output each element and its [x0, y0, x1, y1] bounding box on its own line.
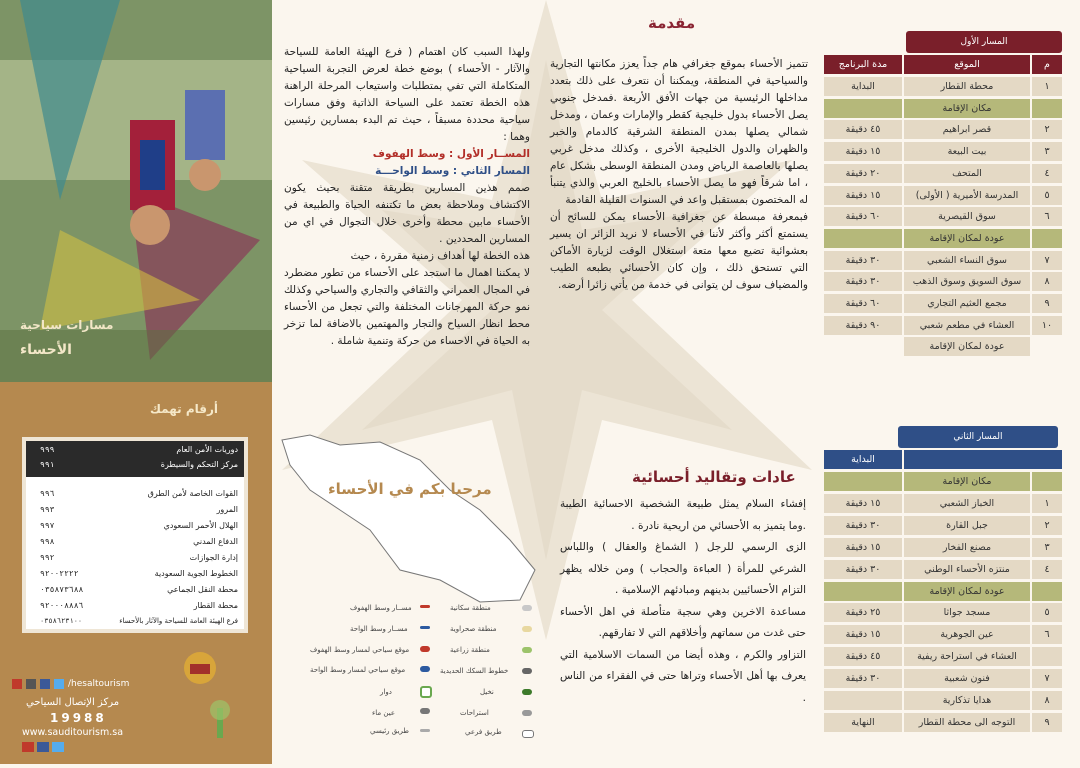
route-row-duration: ١٥ دقيقة — [824, 494, 902, 513]
route-row-site: منتزه الأحساء الوطني — [904, 560, 1030, 579]
route-row-site: التوجه الى محطة القطار — [904, 713, 1030, 732]
route-row-num: ٦ — [1032, 625, 1062, 644]
route-row-duration — [824, 582, 902, 601]
website-link[interactable]: www.sauditourism.sa — [22, 727, 124, 738]
route-row-duration — [824, 691, 902, 710]
legend-label: عين ماء — [372, 709, 396, 717]
route-row-duration: ١٥ دقيقة — [824, 186, 902, 205]
route-row-duration: ٣٠ دقيقة — [824, 669, 902, 688]
route-row-num: ١ — [1032, 494, 1062, 513]
route-row-duration: ٢٠ دقيقة — [824, 164, 902, 183]
legend-swatch — [522, 605, 532, 611]
facebook-icon[interactable] — [40, 679, 50, 689]
route-row-duration: ٢٥ دقيقة — [824, 603, 902, 622]
route-row-num: ٥ — [1032, 603, 1062, 622]
route-row-site: عودة لمكان الإقامة — [904, 582, 1030, 601]
intro-paragraph: صمم هذين المسارين بطريقة متقنة بحيث يكون الاكتشاف وملاحظة بعض ما تكتنفه الحياة والطبيعة في الأحساء مابين محطة وأخرى خلال التجوال في اي من المسارين المحددين . — [284, 182, 530, 245]
customs-item: التزاور والكرم ، وهذه أيضا من السمات الاسلامية التي يعرف بها أهل الأحساء وتراها حتى في الفقراء من الناس . — [560, 648, 806, 704]
route-row-num — [1032, 99, 1062, 118]
route1-col-num: م — [1032, 55, 1062, 74]
route-row-site: مسجد جواثا — [904, 603, 1030, 622]
customs-item: الزى الرسمي للرجل ( الشماغ والعقال ) واللباس الشرعي للمرأة ( العباءة والحجاب ) ومن خلاله يظهر التزام الأحسائيين بدينهم ومبادئهم الإسلامية . — [560, 541, 806, 596]
legend-swatch — [522, 626, 532, 632]
route-row-site: سوق السويق وسوق الذهب — [904, 272, 1030, 291]
route-row-num: ٣ — [1032, 142, 1062, 161]
route-row-num: ٨ — [1032, 691, 1062, 710]
contact-row: محطة النقل الجماعي ٠٣٥٨٧٣٦٨٨ — [40, 585, 238, 594]
contacts-top — [26, 441, 244, 477]
route-row-duration: ٣٠ دقيقة — [824, 251, 902, 270]
route1-col-duration: مدة البرنامج — [824, 55, 902, 74]
contacts-box — [22, 437, 248, 633]
contact-row: مركز التحكم والسيطرة ٩٩١ — [40, 460, 238, 469]
route-row-num — [1032, 229, 1062, 248]
route1-title: المسار الأول — [906, 31, 1062, 53]
route-row-num: ١٠ — [1032, 316, 1062, 335]
route-row-num: ٧ — [1032, 251, 1062, 270]
customs-list — [560, 494, 806, 709]
route-row-site: الخباز الشعبي — [904, 494, 1030, 513]
route-row-duration: البداية — [824, 77, 902, 96]
palm-icon — [522, 689, 532, 695]
left-panel — [0, 0, 272, 764]
route-row-site: هدايا تذكارية — [904, 691, 1030, 710]
route1-col-site: الموقع — [904, 55, 1030, 74]
route-row-duration — [824, 99, 902, 118]
twitter-icon[interactable] — [54, 679, 64, 689]
route-row-duration — [824, 472, 902, 491]
route2-title: المسار الثاني — [898, 426, 1058, 448]
legend-label: خطوط السكك الحديدية — [440, 667, 509, 675]
youtube-icon[interactable] — [12, 679, 22, 689]
intro-column-right — [550, 56, 808, 294]
contact-row: الدفاع المدني ٩٩٨ — [40, 537, 238, 546]
route-row-site: سوق القيصرية — [904, 207, 1030, 226]
route-row-site: جبل القارة — [904, 516, 1030, 535]
route-row-num: ٦ — [1032, 207, 1062, 226]
legend-swatch — [522, 647, 532, 653]
intro-paragraph: فبمعرفة مبسطة عن جغرافية الأحساء يمكن للسائح أن يستمتع أكثر وأكثر لأننا في الأحساء لا نريد الزائر ان يسير بعشوائية تضيع معها متعة استغلال الوقت لزيارة الأماكن التي تستحق ذلك ، وإن كان الأحسائي بطبعه الطيب والمضياف سوف لن يتوانى في خدمة من يأتي زائرا أرضه. — [550, 211, 808, 291]
call-center-phone: 19988 — [50, 711, 107, 725]
path1-label: المســار الأول : وسط الهفوف — [372, 148, 530, 160]
route-row-site: العشاء في مطعم شعبي — [904, 316, 1030, 335]
legend-swatch — [420, 666, 430, 672]
route-row-site: المتحف — [904, 164, 1030, 183]
facebook-icon[interactable] — [37, 742, 49, 752]
legend-label: طريق رئيسي — [370, 727, 409, 735]
scta-logo — [195, 700, 245, 750]
route-row-duration: ٣٠ دقيقة — [824, 272, 902, 291]
cover-photo — [0, 0, 272, 382]
route-row-duration: ١٥ دقيقة — [824, 142, 902, 161]
contact-row: فرع الهيئة العامة للسياحة والآثار بالأحساء ٠٣٥٨٦٢٣١٠٠ — [40, 617, 238, 625]
route2-col-duration: البداية — [824, 450, 902, 469]
route-row-num: ٣ — [1032, 538, 1062, 557]
legend-swatch — [522, 668, 532, 674]
contact-row: المرور ٩٩٣ — [40, 505, 238, 514]
legend-swatch — [420, 646, 430, 652]
intro-paragraph: لا يمكننا اهمال ما استجد على الأحساء من تطور مضطرد في المجال العمراني والثقافي والتجاري والسياحي وكذلك نمو حركة المهرجانات المختلفة والتي تجعل من الأحساء محط انظار السياح والتجار والمهتمين بالاضافة لما تزخر به الحياة في الاحساء من حركة وتنمية شاملة . — [284, 267, 530, 347]
route-row-site: مصنع الفخار — [904, 538, 1030, 557]
route-row-site: قصر ابراهيم — [904, 120, 1030, 139]
legend-label: استراحات — [460, 709, 489, 717]
legend-label: منطقة زراعية — [450, 646, 490, 654]
route-row-duration: ٣٠ دقيقة — [824, 516, 902, 535]
route-row-duration: ١٥ دقيقة — [824, 625, 902, 644]
route-row-duration: ٩٠ دقيقة — [824, 316, 902, 335]
legend-swatch — [522, 710, 532, 716]
contact-row: القوات الخاصة لأمن الطرق ٩٩٦ — [40, 489, 238, 498]
route-row-site: سوق النساء الشعبي — [904, 251, 1030, 270]
route-row-num: ٩ — [1032, 713, 1062, 732]
route-row-duration: ٤٥ دقيقة — [824, 120, 902, 139]
instagram-icon[interactable] — [26, 679, 36, 689]
route-row-num: ٥ — [1032, 186, 1062, 205]
route-row-num: ٢ — [1032, 516, 1062, 535]
legend-swatch — [420, 626, 430, 629]
route-row-site: مكان الإقامة — [904, 472, 1030, 491]
route-row-site: عودة لمكان الإقامة — [904, 229, 1030, 248]
route2-table — [824, 450, 1062, 728]
route-row-num — [1032, 472, 1062, 491]
intro-column-left — [284, 44, 530, 350]
intro-title: مقدمة — [648, 14, 696, 32]
route-row-site: فنون شعبية — [904, 669, 1030, 688]
route-row-site: مجمع العثيم التجاري — [904, 294, 1030, 313]
route-row-num: ١ — [1032, 77, 1062, 96]
roundabout-icon — [420, 686, 432, 698]
legend-swatch — [522, 730, 534, 738]
route-row-duration: النهاية — [824, 713, 902, 732]
twitter-icon[interactable] — [52, 742, 64, 752]
intro-paragraph: ولهذا السبب كان اهتمام ( فرع الهيئة العامة للسياحة والآثار - الأحساء ) بوضع خطة لعرض التجربة السياحية المتكاملة التي تفي بمتطلبات واستيعاب المرحلة الراهنة هذه الخطة تعتمد على السياحة الذاتية وفق مسارات سياحية محددة مسبقاً ، حيث تم البدء بمسارين رئيسين وهما : — [284, 46, 530, 143]
path2-label: المسار الثاني : وسط الواحـــة — [375, 165, 530, 177]
tourism-logo — [180, 648, 220, 688]
route2-header-fill — [904, 450, 1062, 469]
route-row-num: ٤ — [1032, 560, 1062, 579]
spring-icon — [420, 708, 430, 714]
route-row-num: ٧ — [1032, 669, 1062, 688]
route-row-num: ٢ — [1032, 120, 1062, 139]
route-row-num — [1032, 582, 1062, 601]
legend-label: موقع سياحي لمسار وسط الواحة — [310, 666, 406, 674]
legend-label: دوار — [380, 688, 392, 696]
legend-label: مســار وسط الهفوف — [350, 604, 412, 612]
contact-row: إدارة الجوازات ٩٩٢ — [40, 553, 238, 562]
route-row-duration: ٤٥ دقيقة — [824, 647, 902, 666]
social-handle[interactable]: /hesaltourism — [68, 679, 130, 689]
route-row-duration: ٣٠ دقيقة — [824, 560, 902, 579]
route-row-duration: ٦٠ دقيقة — [824, 207, 902, 226]
contacts-title: أرقام تهمك — [150, 402, 219, 416]
route-row-site: محطة القطار — [904, 77, 1030, 96]
route-row-site: عين الجوهرية — [904, 625, 1030, 644]
map-title: مرحبا بكم في الأحساء — [328, 480, 492, 498]
legend-label: مســار وسط الواحة — [350, 625, 408, 633]
route-row-site: المدرسة الأميرية ( الأولى) — [904, 186, 1030, 205]
legend-label: موقع سياحي لمسار وسط الهفوف — [310, 646, 410, 654]
legend-swatch — [420, 729, 430, 732]
legend-label: نخيل — [480, 688, 494, 696]
legend-label: منطقة صحراوية — [450, 625, 497, 633]
region-map — [280, 430, 540, 605]
route-row-num: ٤ — [1032, 164, 1062, 183]
contact-row: دوريات الأمن العام ٩٩٩ — [40, 445, 238, 454]
contact-row: محطة القطار ٩٢٠٠٠٨٨٨٦ — [40, 601, 238, 610]
youtube-icon[interactable] — [22, 742, 34, 752]
contact-row: الهلال الأحمر السعودي ٩٩٧ — [40, 521, 238, 530]
route-row-num: ٩ — [1032, 294, 1062, 313]
route-row-num: ٨ — [1032, 272, 1062, 291]
map-legend — [290, 596, 540, 736]
route-row-site: مكان الإقامة — [904, 99, 1030, 118]
route-row-site: عودة لمكان الإقامة — [904, 337, 1030, 356]
legend-swatch — [420, 605, 430, 608]
cover-caption-top: مسارات سياحية — [20, 318, 114, 332]
route1-table — [824, 55, 1062, 365]
route-row-site: العشاء في استراحة ريفية — [904, 647, 1030, 666]
route-row-duration — [824, 229, 902, 248]
route-row-num — [1032, 647, 1062, 666]
call-center-label: مركز الإتصال السياحي — [26, 697, 120, 708]
customs-item: مساعدة الاخرين وهي سجية متأصلة في اهل الأحساء حتى غدت من سماتهم وأخلاقهم التي لا تفارقهم. — [560, 605, 806, 639]
customs-item: إفشاء السلام يمثل طبيعة الشخصية الاحسائية الطيبة .وما يتميز به الأحسائي من اريحية نادرة . — [560, 498, 806, 532]
route-row-duration: ٦٠ دقيقة — [824, 294, 902, 313]
customs-title: عادات وتقاليد أحسائية — [632, 468, 796, 486]
legend-label: طريق فرعي — [465, 728, 502, 736]
route-row-duration: ١٥ دقيقة — [824, 538, 902, 557]
intro-paragraph: تتميز الأحساء بموقع جغرافي هام جداً يعزز مكانتها التجارية والسياحية في المنطقة، ويمكننا أن نتعرف على ذلك بتعدد مداخلها الرئيسية من جهات الأفق الأربعة .فمدخل جنوبي يصل الأحساء بدول خليجية كقطر والإمارات وعمان ، ومدخل شمالي يصلها بمدن المنطقة الشرقية كالدمام والخبر والظهران والدول الخليجية الأخرى ، وكذلك مدخل غربي يصلها بالعاصمة الرياض ومدن المنطقة الوسطى بشكل عام ، اما شرقاً فهو ما يصل الأحساء بالخليج العربي والذي يتنبأ له المختصون بمستقبل واعد في السنوات القليلة القادمة — [550, 58, 808, 206]
contact-row: الخطوط الجوية السعودية ٩٢٠٠٢٢٢٢ — [40, 569, 238, 578]
legend-label: منطقة سكانية — [450, 604, 491, 612]
intro-paragraph: هذه الخطة لها أهداف زمنية مقررة ، حيث — [350, 250, 530, 262]
cover-caption-bottom: الأحساء — [20, 342, 72, 358]
route-row-site: بيت البيعة — [904, 142, 1030, 161]
